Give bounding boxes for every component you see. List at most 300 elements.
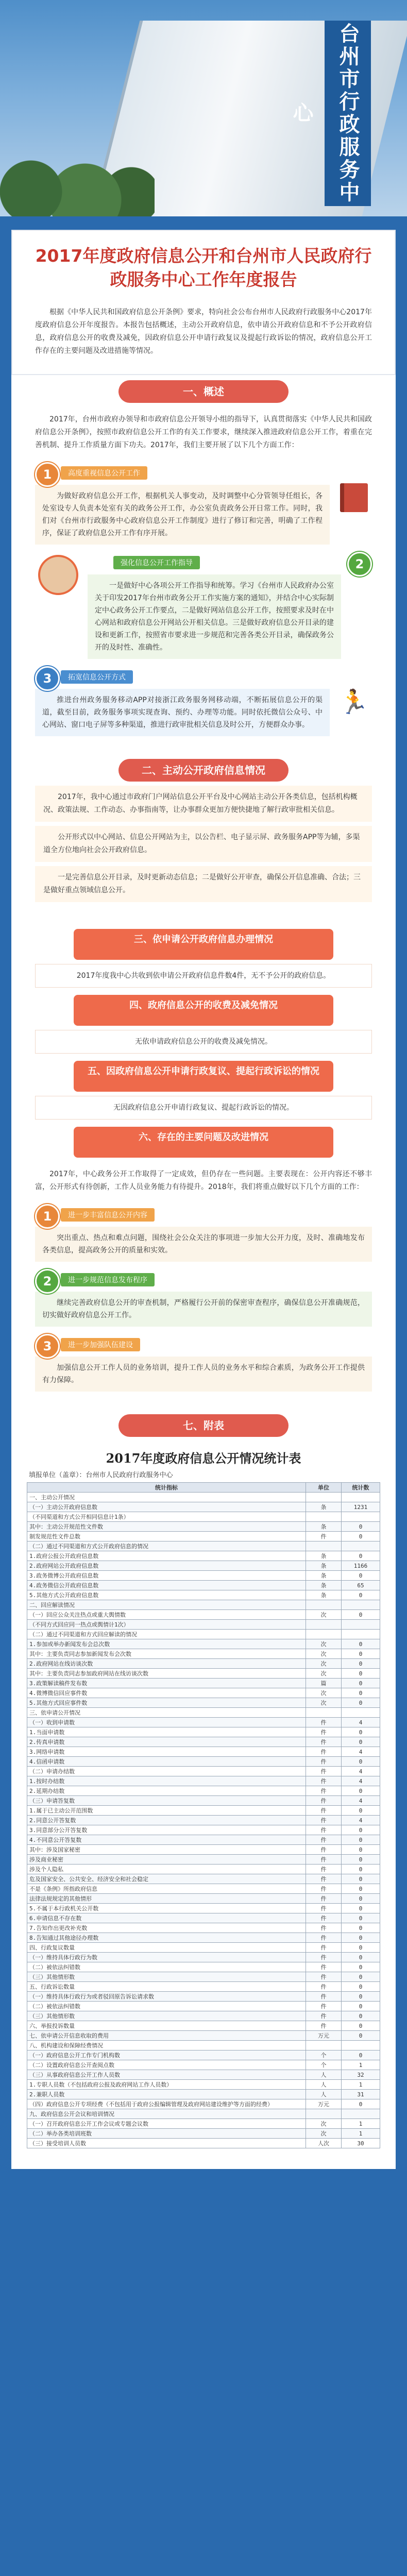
cell-indicator: 8.告知通过其他途径办理数 [27,1933,306,1943]
cell-count: 0 [342,1835,380,1845]
cell-unit [306,2109,342,2119]
cell-indicator: 3.网络申请数 [27,1747,306,1757]
table-row [27,2041,380,2050]
cell-indicator: 制发规范性文件总数 [27,1532,306,1541]
overview-paragraph: 2017年，台州市政府办领导和市政府信息公开领导小组的指导下，认真贯彻落实《中华人民共和国政府信息公开条例》，按照市政府信息公开工作的有关工作要求，继续深入推进政府信息公开工作，着重在完善机制、提升工作质量方面下功夫。2017年，我们主要开展了以下几个方面工作： [35,415,372,449]
cell-unit: 件 [306,1796,342,1806]
cell-indicator: 6.申请信息不存在数 [27,1913,306,1923]
cell-unit: 人次 [306,2139,342,2148]
cell-count [342,1493,380,1502]
cell-count: 0 [342,1884,380,1894]
header-indicator: 统计指标 [27,1483,306,1493]
table-row [27,1698,380,1708]
cell-count: 0 [342,2050,380,2060]
cell-count [342,1620,380,1630]
cell-count: 0 [342,1532,380,1541]
overview-item-3 [35,666,372,736]
cell-count [342,1708,380,1718]
table-row [27,1796,380,1806]
table-row [27,2050,380,2060]
overview-item-2 [35,552,372,659]
cell-unit: 人 [306,2090,342,2099]
table-row [27,1620,380,1630]
cell-unit: 次 [306,1659,342,1669]
cell-indicator: （三）从事政府信息公开工作人员数 [27,2070,306,2080]
table-row [27,1845,380,1855]
cell-indicator: （四）政府信息公开专项经费（不包括用于政府公报编辑管理及政府网站建设维护等方面的经费） [27,2099,306,2109]
cell-indicator: 法律法规规定的其他情形 [27,1894,306,1904]
cell-unit: 件 [306,1835,342,1845]
section-overview [11,375,396,754]
cell-unit: 次 [306,1698,342,1708]
table-row [27,2011,380,2021]
cell-indicator: 一、主动公开情况 [27,1493,306,1502]
table-row [27,1825,380,1835]
cell-unit: 件 [306,1757,342,1767]
cell-count: 0 [342,1698,380,1708]
number-badge: 2 [35,1269,60,1294]
cell-count: 30 [342,2139,380,2148]
cell-unit: 件 [306,2011,342,2021]
cell-indicator: （不同渠道和方式公开相同信息计1条） [27,1512,306,1522]
table-row [27,2031,380,2041]
item-tag: 进一步加强队伍建设 [61,1338,140,1351]
table-row [27,1767,380,1776]
table-row [27,1718,380,1727]
cell-count: 0 [342,1845,380,1855]
cell-indicator: （二）被依法纠错数 [27,2002,306,2011]
cell-count [342,2041,380,2050]
table-row [27,1962,380,1972]
table-row [27,1571,380,1581]
cell-count: 0 [342,1610,380,1620]
cell-count: 0 [342,1786,380,1796]
improve-item-3 [35,1334,372,1392]
cell-unit: 次 [306,2119,342,2129]
table-row [27,2060,380,2070]
cell-unit: 件 [306,1913,342,1923]
cell-unit: 件 [306,1992,342,2002]
table-unit: 填报单位（盖章）：台州市人民政府行政服务中心 [29,1471,173,1479]
cell-unit: 件 [306,1767,342,1776]
cell-count: 32 [342,2070,380,2080]
stats-table [27,1482,380,2148]
table-row [27,1904,380,1913]
table-row [27,1757,380,1767]
cell-count: 0 [342,2021,380,2031]
cell-count: 0 [342,1992,380,2002]
cell-indicator: 1.专职人员数（不包括政府公报及政府网站工作人员数） [27,2080,306,2090]
section-active-disclosure [11,754,396,917]
cell-unit: 件 [306,1943,342,1953]
cell-count: 1166 [342,1561,380,1571]
cell-unit: 件 [306,1747,342,1757]
cell-count: 4 [342,1816,380,1825]
cell-unit: 次 [306,1669,342,1679]
cell-indicator: （二）举办各类培训班数 [27,2129,306,2139]
cell-count: 0 [342,1669,380,1679]
cell-count: 1231 [342,1502,380,1512]
table-row [27,1923,380,1933]
cell-indicator: （二）被依法纠错数 [27,1962,306,1972]
cell-indicator: 涉及个人隐私 [27,1865,306,1874]
cell-indicator: （一）维持具体行政行为数 [27,1953,306,1962]
table-row [27,1630,380,1639]
cell-indicator: （三）申请答复数 [27,1796,306,1806]
table-row [27,1581,380,1590]
cell-count: 4 [342,1747,380,1757]
table-row [27,1894,380,1904]
cell-unit: 条 [306,1561,342,1571]
cell-indicator: 5.其他方式回应事件数 [27,1698,306,1708]
table-row [27,1551,380,1561]
section-heading: 四、政府信息公开的收费及减免情况 [74,995,333,1026]
header-unit: 单位 [306,1483,342,1493]
table-row [27,2021,380,2031]
cell-unit [306,1600,342,1610]
cell-unit: 件 [306,1737,342,1747]
table-row [27,2002,380,2011]
cell-unit: 件 [306,2021,342,2031]
table-row [27,1708,380,1718]
cell-unit: 件 [306,1923,342,1933]
table-row [27,1649,380,1659]
item-text: 加强信息公开工作人员的业务培训，提升工作人员的业务水平和综合素质，为政务公开工作提供有力保障。 [35,1357,372,1392]
cell-unit: 件 [306,1874,342,1884]
table-row [27,1982,380,1992]
runner-icon: 🏃 [339,687,369,716]
cell-unit: 条 [306,1502,342,1512]
cell-indicator: 八、机构建设和保障经费情况 [27,2041,306,2050]
table-row [27,1816,380,1825]
cell-unit: 件 [306,1776,342,1786]
cell-count: 0 [342,1953,380,1962]
cell-count: 0 [342,1865,380,1874]
cell-indicator: 三、依申请公开情况 [27,1708,306,1718]
cell-unit: 次 [306,1610,342,1620]
table-row [27,1855,380,1865]
cell-unit: 件 [306,1532,342,1541]
cell-indicator: （一）维持具体行政行为或者驳回原告诉讼请求数 [27,1992,306,2002]
cell-unit [306,1541,342,1551]
table-row [27,1541,380,1551]
cell-unit [306,1708,342,1718]
table-row [27,1669,380,1679]
cell-count: 0 [342,1923,380,1933]
cell-unit: 件 [306,1894,342,1904]
cell-unit: 条 [306,1522,342,1532]
table-row [27,1776,380,1786]
cell-unit: 万元 [306,2031,342,2041]
cell-count: 1 [342,2129,380,2139]
cell-unit: 件 [306,1845,342,1855]
number-badge: 3 [35,666,60,691]
improve-item-2 [35,1269,372,1327]
section-heading: 六、存在的主要问题及改进情况 [74,1127,333,1158]
cell-count: 0 [342,2011,380,2021]
book-icon [336,480,372,516]
cell-count: 0 [342,1571,380,1581]
cell-indicator: 1.参加或举办新闻发布会总次数 [27,1639,306,1649]
cell-unit: 次 [306,2129,342,2139]
table-row [27,2080,380,2090]
item-tag: 强化信息公开工作指导 [113,556,200,569]
table-row [27,1600,380,1610]
section-heading: 七、附表 [118,1414,289,1437]
active-paragraph: 公开形式以中心网站、信息公开网站为主，以公告栏、电子显示屏、政务服务APP等为辅，多渠道全方位地向社会公开政府信息。 [35,826,372,862]
section-heading: 三、依申请公开政府信息办理情况 [74,929,333,960]
cell-unit: 条 [306,1571,342,1581]
cell-count [342,1512,380,1522]
cell-count: 0 [342,1727,380,1737]
cell-indicator: （三）接受培训人员数 [27,2139,306,2148]
table-row [27,2139,380,2148]
cell-count: 0 [342,2099,380,2109]
cell-indicator: 二、回应解读情况 [27,1600,306,1610]
cell-indicator: 3.政策解读稿件发布数 [27,1679,306,1688]
cell-indicator: 涉及商业秘密 [27,1855,306,1865]
section-application [11,917,396,1409]
cell-count: 4 [342,1796,380,1806]
cell-count: 0 [342,1590,380,1600]
item-tag: 拓宽信息公开方式 [61,670,133,684]
cell-unit: 件 [306,1953,342,1962]
table-row [27,1522,380,1532]
cell-unit: 件 [306,1972,342,1982]
cell-unit: 条 [306,1590,342,1600]
table-row [27,1884,380,1894]
cell-indicator: 其中：涉及国家秘密 [27,1845,306,1855]
table-row [27,1493,380,1502]
cell-indicator: 不是《条例》所指政府信息 [27,1884,306,1894]
table-row [27,2119,380,2129]
item-text: 推进台州政务服务移动APP对接浙江政务服务网移动端，不断拓展信息公开的渠道，截至目前，政务服务事项实现查询、预约、办理等功能。同时依托微信公众号、中心网站、窗口电子屏等多种渠道，推进行政审批相关信息及时公开，方便群众办事。 [35,689,330,736]
table-row [27,2109,380,2119]
cell-count: 0 [342,1962,380,1972]
cell-count: 0 [342,1874,380,1884]
cell-indicator: （一）收到申请数 [27,1718,306,1727]
number-badge: 2 [347,552,372,577]
cell-count [342,2109,380,2119]
table-row [27,1806,380,1816]
cell-indicator: 1.按时办结数 [27,1776,306,1786]
table-row [27,1913,380,1923]
table-row [27,1727,380,1737]
cell-indicator: 2.政府网站公开政府信息数 [27,1561,306,1571]
table-row [27,1786,380,1796]
cell-indicator: 3.同意部分公开答复数 [27,1825,306,1835]
cell-indicator: （三）其他情形数 [27,1972,306,1982]
cell-unit: 件 [306,1855,342,1865]
cell-unit: 件 [306,1718,342,1727]
cell-count: 0 [342,2031,380,2041]
table-row [27,1943,380,1953]
cell-unit: 件 [306,1982,342,1992]
cell-indicator: 2.同意公开答复数 [27,1816,306,1825]
cell-indicator: 2.兼职人员数 [27,2090,306,2099]
cell-count [342,1630,380,1639]
section-heading: 五、因政府信息公开申请行政复议、提起行政诉讼的情况 [74,1061,333,1092]
item-text: 继续完善政府信息公开的审查机制，严格履行公开前的保密审查程序，确保信息公开准确规范，切实做好政府信息公开工作。 [35,1292,372,1327]
cell-indicator: 九、政府信息公开会议和培训情况 [27,2109,306,2119]
cell-count: 0 [342,1688,380,1698]
cell-count: 0 [342,1982,380,1992]
cell-count: 0 [342,1806,380,1816]
cell-unit: 篇 [306,1679,342,1688]
cell-unit: 个 [306,2050,342,2060]
hero-banner [0,0,407,216]
cell-unit [306,1630,342,1639]
cell-count: 1 [342,2080,380,2090]
cell-indicator: 六、举报投诉数量 [27,2021,306,2031]
cell-unit: 次 [306,1688,342,1698]
table-row [27,1865,380,1874]
item-tag: 进一步丰富信息公开内容 [61,1208,155,1222]
cell-unit: 条 [306,1581,342,1590]
cell-indicator: 4.不同意公开答复数 [27,1835,306,1845]
cell-count [342,1600,380,1610]
header-count: 统计数 [342,1483,380,1493]
number-badge: 1 [35,462,60,487]
item-tag: 高度重视信息公开工作 [61,466,147,480]
cell-count: 4 [342,1718,380,1727]
cell-indicator: 七、依申请公开信息收取的费用 [27,2031,306,2041]
cell-indicator: 4.微博微信回应事件数 [27,1688,306,1698]
cell-unit: 人 [306,2070,342,2080]
table-row [27,1874,380,1884]
cell-indicator: （一）回应公众关注热点或重大舆情数 [27,1610,306,1620]
cell-unit [306,2041,342,2050]
cell-indicator: 3.政务微博公开政府信息数 [27,1571,306,1581]
cell-unit: 个 [306,2060,342,2070]
cell-indicator: 其中：主要负责同志参加新闻发布会次数 [27,1649,306,1659]
cell-indicator: 危及国家安全、公共安全、经济安全和社会稳定 [27,1874,306,1884]
cell-indicator: 2.政府网站在线访谈次数 [27,1659,306,1669]
cell-count: 0 [342,1933,380,1943]
cell-count: 1 [342,2119,380,2129]
table-header-row [27,1483,380,1493]
cell-count: 0 [342,1659,380,1669]
cell-count: 0 [342,1913,380,1923]
cell-count: 0 [342,1904,380,1913]
cell-unit: 件 [306,1825,342,1835]
cell-unit [306,1493,342,1502]
cell-count: 0 [342,1522,380,1532]
cell-count: 1 [342,2060,380,2070]
cell-count: 4 [342,1767,380,1776]
cell-unit: 件 [306,1933,342,1943]
section-heading: 二、主动公开政府信息情况 [118,759,289,782]
cell-indicator: （一）主动公开政府信息数 [27,1502,306,1512]
table-row [27,1688,380,1698]
person-icon [35,552,81,598]
application-text: 2017年度我中心共收到依申请公开政府信息件数4件，无不予公开的政府信息。 [35,964,372,988]
cell-unit: 件 [306,1884,342,1894]
item-tag: 进一步规范信息发布程序 [61,1273,155,1286]
table-row [27,1502,380,1512]
section-heading: 一、概述 [118,380,289,403]
cell-indicator: （二）设置政府信息公开查阅点数 [27,2060,306,2070]
cell-indicator: （二）申请办结数 [27,1767,306,1776]
fee-text: 无依申请政府信息公开的收费及减免情况。 [35,1030,372,1054]
cell-unit: 件 [306,1806,342,1816]
building-sign: 台州市行政服务中心 [325,21,371,206]
table-row [27,1933,380,1943]
cell-count: 65 [342,1581,380,1590]
cell-count: 0 [342,2002,380,2011]
cell-count: 0 [342,1855,380,1865]
table-row [27,2129,380,2139]
table-row [27,1512,380,1522]
cell-indicator: 5.其他方式公开政府信息数 [27,1590,306,1600]
table-row [27,1659,380,1669]
cell-indicator: 1.属于已主动公开范围数 [27,1806,306,1816]
table-row [27,2090,380,2099]
cell-indicator: 5.不属于本行政机关公开数 [27,1904,306,1913]
cell-count: 0 [342,1825,380,1835]
cell-count: 0 [342,1894,380,1904]
cell-indicator: （一）政府信息公开工作专门机构数 [27,2050,306,2060]
report-title-box [11,230,396,375]
cell-indicator: 2.延期办结数 [27,1786,306,1796]
intro-paragraph: 根据《中华人民共和国政府信息公开条例》要求，特向社会公布台州市人民政府行政服务中心2017年度政府信息公开年度报告。本报告包括概述，主动公开政府信息，依申请公开政府信息和不予公开政府信息，政府信息公开的收费及减免，因政府信息公开申请行政复议及提起行政诉讼的情况，政府信息公开工作存在的主要问题及改进措施等情况。 [35,308,372,355]
cell-count: 0 [342,1551,380,1561]
table-row [27,1561,380,1571]
cell-indicator: 五、行政诉讼数量 [27,1982,306,1992]
cell-count: 4 [342,1776,380,1786]
cell-indicator: （不同方式回应同一热点或舆情计1次） [27,1620,306,1630]
cell-unit: 件 [306,1727,342,1737]
cell-unit: 件 [306,1962,342,1972]
cell-indicator: 1.政府公报公开政府信息数 [27,1551,306,1561]
cell-count: 0 [342,1757,380,1767]
cell-indicator: 1.当面申请数 [27,1727,306,1737]
cell-unit: 件 [306,1904,342,1913]
table-row [27,1639,380,1649]
table-row [27,1679,380,1688]
improve-item-1 [35,1204,372,1262]
cell-count: 0 [342,1943,380,1953]
stats-table-wrap [27,1442,380,2148]
table-row [27,1972,380,1982]
cell-unit: 件 [306,1865,342,1874]
item-text: 为做好政府信息公开工作，根据机关人事变动，及时调整中心分管领导任组长，各处室设专人负责本处室有关的政务公开工作，办公室负责政务公开日常工作。同时，我们对《台州市行政服务中心政府信息公开工作制度》进行了修订和完善，明确了工作程序，保证了政府信息公开工作有序开展。 [35,485,330,545]
cell-indicator: 4.政务微信公开政府信息数 [27,1581,306,1590]
table-row [27,1737,380,1747]
number-badge: 1 [35,1204,60,1229]
cell-indicator: （二）通过不同渠道和方式回应解读的情况 [27,1630,306,1639]
problems-paragraph: 2017年，中心政务公开工作取得了一定成效，但仍存在一些问题。主要表现在：公开内容还不够丰富，公开形式有待创新，工作人员业务能力有待提升。2018年，我们将重点做好以下几个方面的工作： [35,1170,372,1191]
cell-indicator: 其中：主要负责同志参加政府网站在线访谈次数 [27,1669,306,1679]
cell-indicator: 其中：主动公开规范性文件数 [27,1522,306,1532]
trees-image [0,134,155,216]
cell-indicator: （一）召开政府信息公开工作会议或专题会议数 [27,2119,306,2129]
table-row [27,1953,380,1962]
review-text: 无因政府信息公开申请行政复议、提起行政诉讼的情况。 [35,1096,372,1120]
cell-indicator: 2.传真申请数 [27,1737,306,1747]
section-appendix [11,1409,396,2169]
table-row [27,2099,380,2109]
cell-count: 0 [342,1737,380,1747]
active-paragraph: 2017年，我中心通过市政府门户网站信息公开平台及中心网站主动公开各类信息，包括机构概况、政策法规、工作动态、办事指南等，让办事群众更加方便快捷地了解行政审批相关信息。 [35,786,372,822]
table-row [27,1992,380,2002]
cell-count [342,1541,380,1551]
table-row [27,1590,380,1600]
table-row [27,2070,380,2080]
cell-unit: 件 [306,1786,342,1796]
cell-indicator: （三）其他情形数 [27,2011,306,2021]
cell-unit: 件 [306,1816,342,1825]
